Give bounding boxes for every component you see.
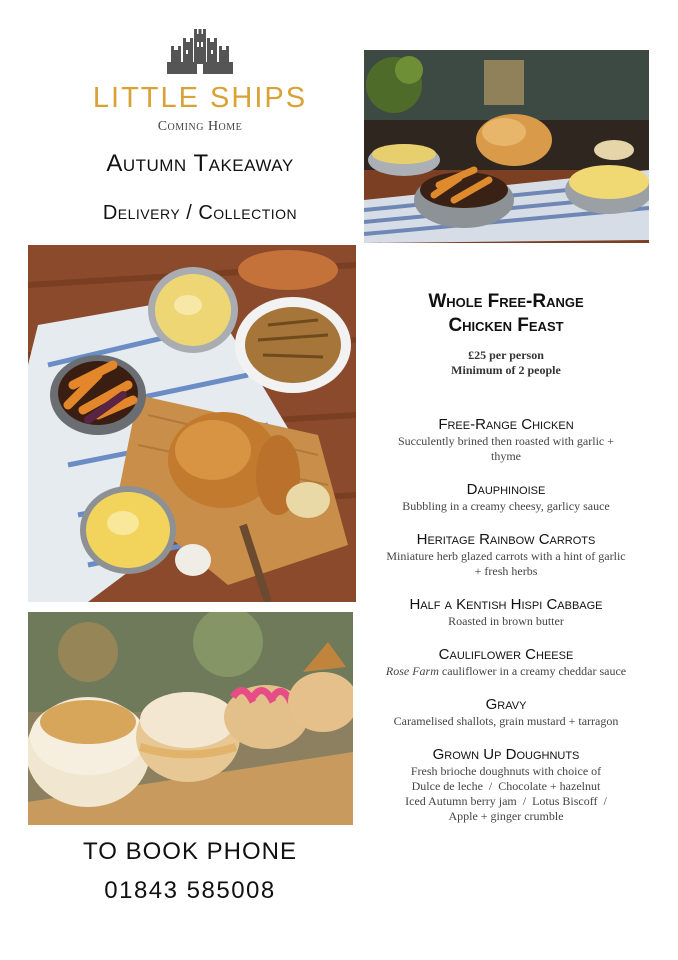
menu-item-dauphinoise (384, 481, 628, 514)
menu-item-name: Free-Range Chicken (438, 416, 574, 433)
menu-item-desc-rest: cauliflower in a creamy cheddar sauce (438, 664, 627, 678)
autumn-takeaway-heading: Autumn Takeaway (106, 150, 294, 177)
menu-item-name: Grown Up Doughnuts (432, 746, 580, 763)
menu-item-desc: Succulently brined then roasted with garlic + thyme (397, 434, 615, 463)
menu-item-desc: Miniature herb glazed carrots with a hint of garlic + fresh herbs (386, 549, 626, 578)
doughnuts-photo (28, 612, 353, 825)
booking-label: TO BOOK PHONE (83, 838, 297, 865)
menu (384, 290, 628, 824)
menu-minimum: Minimum of 2 people (451, 363, 561, 377)
menu-price: £25 per person (468, 348, 544, 362)
menu-item-name: Cauliflower Cheese (438, 646, 574, 663)
menu-item-desc: Caramelised shallots, grain mustard + tarragon (393, 714, 619, 728)
menu-item-name: Half a Kentish Hispi Cabbage (409, 596, 603, 613)
brand-name: LITTLE SHIPS (92, 82, 308, 114)
menu-item-desc (384, 664, 628, 679)
menu-item-cabbage (384, 596, 628, 629)
menu-item-carrots (384, 531, 628, 579)
menu-item-doughnuts (384, 746, 628, 824)
brand-tagline: Coming Home (157, 119, 243, 134)
feast-photo-main (28, 245, 356, 602)
menu-item-desc-line: Iced Autumn berry jam / Lotus Biscoff / (405, 794, 607, 808)
menu-title-line-2: Chicken Feast (448, 315, 564, 336)
menu-item-desc-line: Fresh brioche doughnuts with choice of (410, 764, 602, 778)
menu-item-desc-line: Apple + ginger crumble (448, 809, 564, 823)
castle-icon (167, 28, 233, 76)
menu-item-desc-line: Dulce de leche / Chocolate + hazelnut (411, 779, 601, 793)
booking-phone-number[interactable]: 01843 585008 (104, 877, 276, 904)
menu-item-name: Gravy (485, 696, 527, 713)
menu-item-desc: Roasted in brown butter (448, 614, 564, 628)
menu-item-name: Dauphinoise (466, 481, 546, 498)
menu-item-cauliflower (384, 646, 628, 679)
menu-item-name: Heritage Rainbow Carrots (416, 531, 596, 548)
menu-item-desc-italic: Rose Farm (385, 664, 439, 678)
menu-price-block (384, 348, 628, 378)
menu-title-line-1: Whole Free-Range (428, 291, 584, 312)
delivery-collection-heading: Delivery / Collection (102, 202, 298, 224)
menu-item-chicken (384, 416, 628, 464)
menu-item-desc: Bubbling in a creamy cheesy, garlicy sauce (402, 499, 610, 513)
menu-item-gravy (384, 696, 628, 729)
menu-title (384, 290, 628, 338)
logo (80, 28, 320, 135)
feast-photo-top (364, 50, 649, 243)
